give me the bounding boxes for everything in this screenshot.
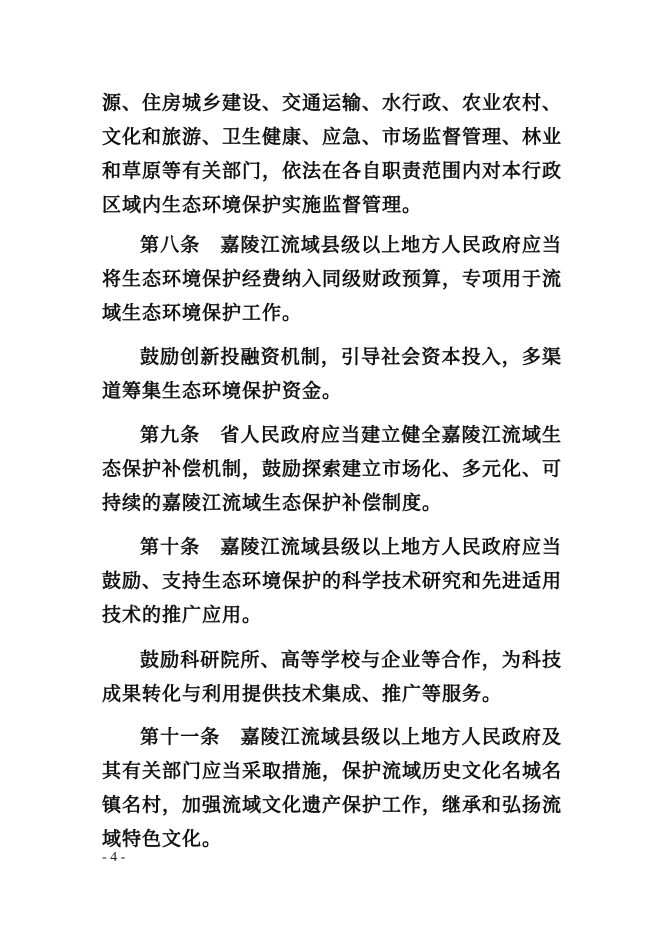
- page-number: - 4 -: [102, 850, 126, 865]
- paragraph-article-11: 第十一条 嘉陵江流域县级以上地方人民政府及其有关部门应当采取措施，保护流域历史文化名城名镇名村，加强流域文化遗产保护工作，继承和弘扬流域特色文化。: [102, 726, 563, 850]
- paragraph-article-9: 第九条 省人民政府应当建立健全嘉陵江流域生态保护补偿机制，鼓励探索建立市场化、多元化、可持续的嘉陵江流域生态保护补偿制度。: [102, 424, 563, 514]
- paragraph-article-10: 第十条 嘉陵江流域县级以上地方人民政府应当鼓励、支持生态环境保护的科学技术研究和先进适用技术的推广应用。: [102, 536, 563, 626]
- paragraph-article-10-cooperation: 鼓励科研院所、高等学校与企业等合作，为科技成果转化与利用提供技术集成、推广等服务。: [102, 649, 562, 705]
- paragraph-continuation: 源、住房城乡建设、交通运输、水行政、农业农村、文化和旅游、卫生健康、应急、市场监督管理、林业和草原等有关部门，依法在各自职责范围内对本行政区域内生态环境保护实施监督管理。: [102, 92, 563, 216]
- paragraph-article-8-financing: 鼓励创新投融资机制，引导社会资本投入，多渠道筹集生态环境保护资金。: [102, 346, 562, 402]
- paragraph-article-8: 第八条 嘉陵江流域县级以上地方人民政府应当将生态环境保护经费纳入同级财政预算，专项用于流域生态环境保护工作。: [102, 234, 563, 324]
